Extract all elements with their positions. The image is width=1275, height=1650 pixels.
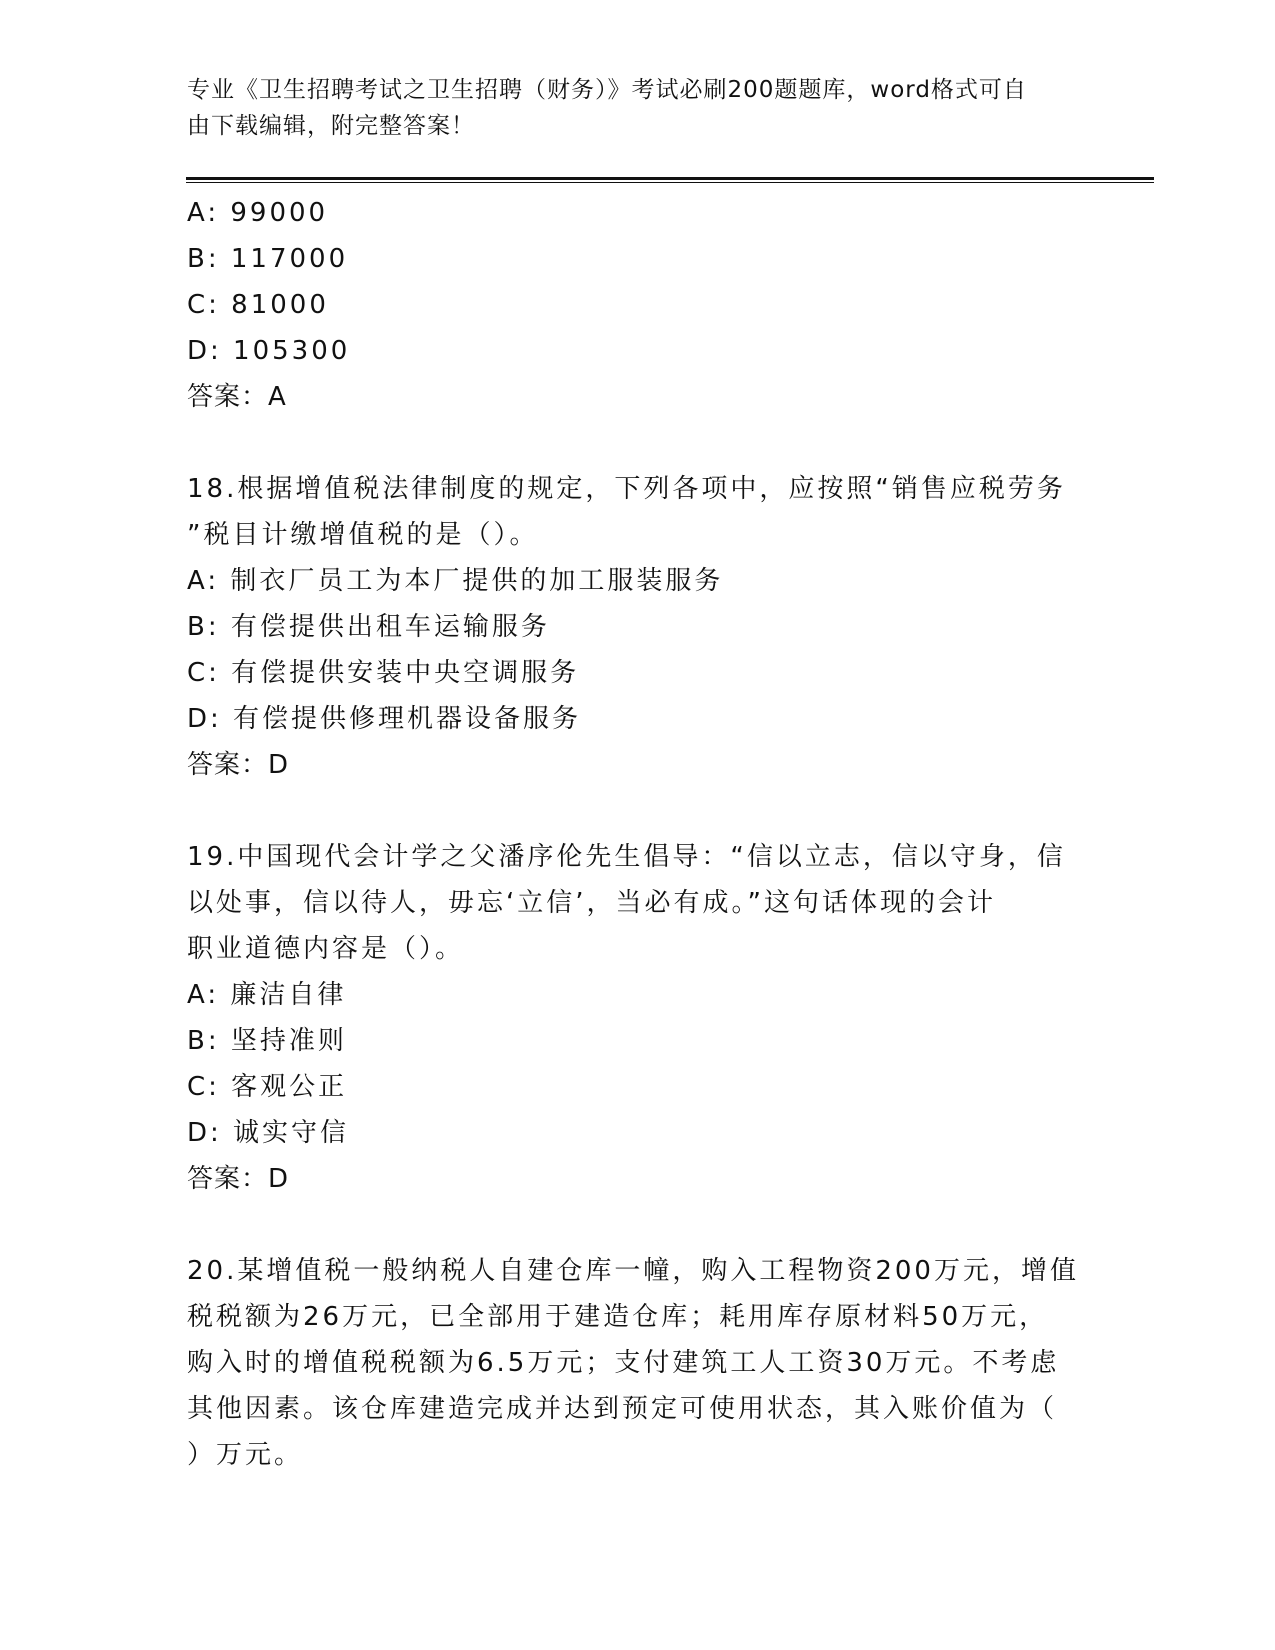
question-text-line: 以处事，信以待人，毋忘‘立信’，当必有成。”这句话体现的会计 xyxy=(187,888,996,918)
option-a: A: 制衣厂员工为本厂提供的加工服装服务 xyxy=(187,566,724,596)
question-19 xyxy=(187,834,1087,1202)
spacer xyxy=(187,788,1087,834)
question-text-line: 职业道德内容是（）。 xyxy=(187,934,465,964)
option-c: C: 81000 xyxy=(187,290,329,320)
option-d: D: 诚实守信 xyxy=(187,1118,350,1148)
question-20 xyxy=(187,1248,1087,1478)
spacer xyxy=(187,1202,1087,1248)
answer: 答案：D xyxy=(187,1164,290,1194)
option-a: A: 廉洁自律 xyxy=(187,980,347,1010)
question-text-line: 其他因素。该仓库建造完成并达到预定可使用状态，其入账价值为（ xyxy=(187,1394,1058,1424)
question-text-line: 18.根据增值税法律制度的规定，下列各项中，应按照“销售应税劳务 xyxy=(187,474,1066,504)
header-divider-thick xyxy=(186,177,1154,180)
document-body xyxy=(187,190,1087,1478)
spacer xyxy=(187,420,1087,466)
option-c: C: 客观公正 xyxy=(187,1072,348,1102)
header-divider-thin xyxy=(186,182,1154,183)
option-b: B: 坚持准则 xyxy=(187,1026,347,1056)
document-header xyxy=(187,72,1067,144)
option-b: B: 有偿提供出租车运输服务 xyxy=(187,612,550,642)
header-line-1: 专业《卫生招聘考试之卫生招聘（财务）》考试必刷200题题库，word格式可自 xyxy=(187,77,1027,103)
option-d: D: 有偿提供修理机器设备服务 xyxy=(187,704,582,734)
answer: 答案：D xyxy=(187,750,290,780)
option-d: D: 105300 xyxy=(187,336,351,366)
question-text-line: ）万元。 xyxy=(187,1440,304,1470)
question-17-tail xyxy=(187,190,1087,420)
question-text-line: ”税目计缴增值税的是（）。 xyxy=(187,520,539,550)
question-text-line: 购入时的增值税税额为6.5万元；支付建筑工人工资30万元。不考虑 xyxy=(187,1348,1060,1378)
option-b: B: 117000 xyxy=(187,244,349,274)
question-text-line: 19.中国现代会计学之父潘序伦先生倡导：“信以立志，信以守身，信 xyxy=(187,842,1066,872)
answer: 答案：A xyxy=(187,382,287,412)
option-c: C: 有偿提供安装中央空调服务 xyxy=(187,658,580,688)
header-line-2: 由下载编辑，附完整答案！ xyxy=(187,113,475,139)
question-18 xyxy=(187,466,1087,788)
question-text-line: 20.某增值税一般纳税人自建仓库一幢，购入工程物资200万元，增值 xyxy=(187,1256,1079,1286)
option-a: A: 99000 xyxy=(187,198,329,228)
question-text-line: 税税额为26万元，已全部用于建造仓库；耗用库存原材料50万元， xyxy=(187,1302,1049,1332)
